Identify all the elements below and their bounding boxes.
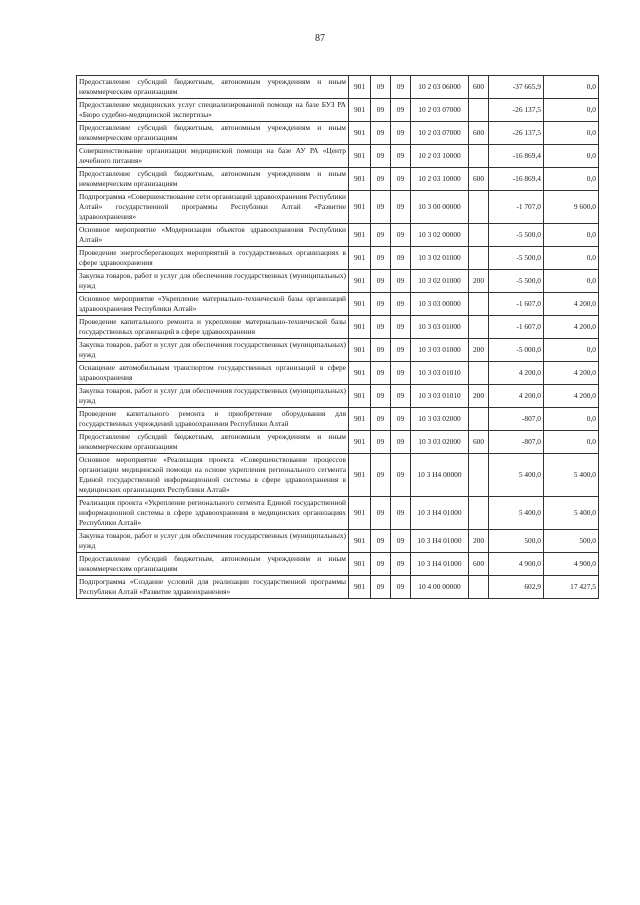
row-ministry-code: 901 xyxy=(349,454,371,497)
row-section-code: 09 xyxy=(371,191,391,224)
table-row xyxy=(77,339,599,362)
row-subsection-code: 09 xyxy=(391,553,411,576)
row-expense-type-code: 200 xyxy=(469,270,489,293)
row-description: Основное мероприятие «Модернизация объектов здравоохранения Республики Алтай» xyxy=(77,224,349,247)
table-row xyxy=(77,454,599,497)
page-number: 87 xyxy=(315,33,325,44)
row-subsection-code: 09 xyxy=(391,122,411,145)
row-ministry-code: 901 xyxy=(349,99,371,122)
row-amount-change: -5 500,0 xyxy=(489,247,544,270)
row-target-article-code: 10 3 03 02000 xyxy=(411,431,469,454)
row-ministry-code: 901 xyxy=(349,497,371,530)
row-amount-total: 0,0 xyxy=(544,224,599,247)
row-amount-total: 4 200,0 xyxy=(544,293,599,316)
row-expense-type-code xyxy=(469,497,489,530)
row-amount-change: 602,9 xyxy=(489,576,544,599)
table-row xyxy=(77,76,599,99)
row-expense-type-code xyxy=(469,576,489,599)
row-expense-type-code: 600 xyxy=(469,122,489,145)
table-body xyxy=(77,76,599,599)
row-expense-type-code xyxy=(469,145,489,168)
row-description: Оснащение автомобильным транспортом государственных организаций в сфере здравоохранения xyxy=(77,362,349,385)
row-amount-change: -807,0 xyxy=(489,408,544,431)
row-ministry-code: 901 xyxy=(349,145,371,168)
row-amount-change: -1 607,0 xyxy=(489,316,544,339)
row-amount-total: 500,0 xyxy=(544,530,599,553)
row-expense-type-code xyxy=(469,224,489,247)
row-target-article-code: 10 3 03 02000 xyxy=(411,408,469,431)
row-subsection-code: 09 xyxy=(391,497,411,530)
row-subsection-code: 09 xyxy=(391,270,411,293)
row-amount-change: -807,0 xyxy=(489,431,544,454)
budget-table xyxy=(76,75,599,599)
row-expense-type-code xyxy=(469,99,489,122)
row-target-article-code: 10 3 02 01000 xyxy=(411,270,469,293)
row-subsection-code: 09 xyxy=(391,454,411,497)
row-ministry-code: 901 xyxy=(349,224,371,247)
row-expense-type-code xyxy=(469,191,489,224)
row-ministry-code: 901 xyxy=(349,530,371,553)
row-description: Основное мероприятие «Укрепление материально-технической базы организаций здравоохранения Республики Алтай» xyxy=(77,293,349,316)
row-amount-change: -1 607,0 xyxy=(489,293,544,316)
row-amount-total: 0,0 xyxy=(544,145,599,168)
row-subsection-code: 09 xyxy=(391,530,411,553)
row-description: Закупка товаров, работ и услуг для обеспечения государственных (муниципальных) нужд xyxy=(77,530,349,553)
row-subsection-code: 09 xyxy=(391,99,411,122)
row-target-article-code: 10 2 03 07000 xyxy=(411,99,469,122)
row-subsection-code: 09 xyxy=(391,145,411,168)
row-description: Подпрограмма «Создание условий для реализации государственной программы Республики Алтай «Развитие здравоохранения» xyxy=(77,576,349,599)
row-subsection-code: 09 xyxy=(391,224,411,247)
table-row xyxy=(77,191,599,224)
table-row xyxy=(77,224,599,247)
row-target-article-code: 10 2 03 06000 xyxy=(411,76,469,99)
row-ministry-code: 901 xyxy=(349,553,371,576)
row-amount-total: 4 200,0 xyxy=(544,316,599,339)
row-section-code: 09 xyxy=(371,385,391,408)
row-subsection-code: 09 xyxy=(391,408,411,431)
row-section-code: 09 xyxy=(371,454,391,497)
row-subsection-code: 09 xyxy=(391,191,411,224)
row-subsection-code: 09 xyxy=(391,362,411,385)
row-expense-type-code xyxy=(469,316,489,339)
row-section-code: 09 xyxy=(371,316,391,339)
row-target-article-code: 10 3 03 01010 xyxy=(411,385,469,408)
row-description: Проведение энергосберегающих мероприятий в государственных организациях в сфере здравоохранения xyxy=(77,247,349,270)
row-description: Предоставление медицинских услуг специализированной помощи на базе БУЗ РА «Бюро судебно-медицинской экспертизы» xyxy=(77,99,349,122)
row-description: Подпрограмма «Совершенствование сети организаций здравоохранения Республики Алтай» государственной программы Республики Алтай «Развитие здравоохранения» xyxy=(77,191,349,224)
row-section-code: 09 xyxy=(371,553,391,576)
row-amount-total: 0,0 xyxy=(544,431,599,454)
row-target-article-code: 10 3 Н4 00000 xyxy=(411,454,469,497)
row-target-article-code: 10 3 03 01000 xyxy=(411,339,469,362)
table-row xyxy=(77,247,599,270)
table-row xyxy=(77,530,599,553)
row-subsection-code: 09 xyxy=(391,576,411,599)
row-ministry-code: 901 xyxy=(349,191,371,224)
row-section-code: 09 xyxy=(371,270,391,293)
row-target-article-code: 10 3 Н4 01000 xyxy=(411,497,469,530)
row-ministry-code: 901 xyxy=(349,385,371,408)
row-section-code: 09 xyxy=(371,339,391,362)
table-row xyxy=(77,362,599,385)
row-subsection-code: 09 xyxy=(391,431,411,454)
row-ministry-code: 901 xyxy=(349,431,371,454)
row-target-article-code: 10 3 03 01010 xyxy=(411,362,469,385)
table-row xyxy=(77,408,599,431)
row-amount-total: 0,0 xyxy=(544,76,599,99)
row-amount-total: 9 600,0 xyxy=(544,191,599,224)
row-subsection-code: 09 xyxy=(391,339,411,362)
row-amount-change: 4 200,0 xyxy=(489,362,544,385)
row-section-code: 09 xyxy=(371,408,391,431)
table-row xyxy=(77,270,599,293)
row-subsection-code: 09 xyxy=(391,76,411,99)
row-expense-type-code: 600 xyxy=(469,553,489,576)
row-target-article-code: 10 2 03 07000 xyxy=(411,122,469,145)
table-row xyxy=(77,99,599,122)
table-row xyxy=(77,576,599,599)
row-description: Предоставление субсидий бюджетным, автономным учреждениям и иным некоммерческим организациям xyxy=(77,431,349,454)
row-target-article-code: 10 3 00 00000 xyxy=(411,191,469,224)
row-amount-change: -5 000,0 xyxy=(489,339,544,362)
table-row xyxy=(77,385,599,408)
row-description: Проведение капитального ремонта и приобретение оборудования для государственных учреждений здравоохранения Республики Алтай xyxy=(77,408,349,431)
row-section-code: 09 xyxy=(371,145,391,168)
table-row xyxy=(77,316,599,339)
table-row xyxy=(77,431,599,454)
row-amount-change: -26 137,5 xyxy=(489,122,544,145)
row-subsection-code: 09 xyxy=(391,385,411,408)
row-ministry-code: 901 xyxy=(349,293,371,316)
row-description: Реализация проекта «Укрепление регионального сегмента Единой государственной информационной системы в сфере здравоохранения в медицинских организациях Республики Алтай» xyxy=(77,497,349,530)
row-section-code: 09 xyxy=(371,530,391,553)
row-section-code: 09 xyxy=(371,99,391,122)
row-expense-type-code: 600 xyxy=(469,431,489,454)
row-amount-total: 17 427,5 xyxy=(544,576,599,599)
row-section-code: 09 xyxy=(371,76,391,99)
row-expense-type-code xyxy=(469,408,489,431)
row-description: Предоставление субсидий бюджетным, автономным учреждениям и иным некоммерческим организациям xyxy=(77,168,349,191)
row-section-code: 09 xyxy=(371,293,391,316)
row-section-code: 09 xyxy=(371,168,391,191)
row-amount-total: 5 400,0 xyxy=(544,497,599,530)
row-amount-change: -5 500,0 xyxy=(489,224,544,247)
row-section-code: 09 xyxy=(371,497,391,530)
row-target-article-code: 10 3 02 00000 xyxy=(411,224,469,247)
row-target-article-code: 10 3 02 01000 xyxy=(411,247,469,270)
row-ministry-code: 901 xyxy=(349,247,371,270)
row-description: Совершенствование организации медицинской помощи на базе АУ РА «Центр лечебного питания» xyxy=(77,145,349,168)
row-amount-change: -26 137,5 xyxy=(489,99,544,122)
row-amount-change: -16 869,4 xyxy=(489,145,544,168)
row-target-article-code: 10 2 03 10000 xyxy=(411,145,469,168)
row-description: Основное мероприятие «Реализация проекта «Совершенствование процессов организации медицинской помощи на основе укрепления регионального сегмента Единой государственной информационной системы в сфере здравоохранения в медицинских организациях Республики Алтай» xyxy=(77,454,349,497)
table-row xyxy=(77,497,599,530)
row-amount-change: 5 400,0 xyxy=(489,497,544,530)
row-target-article-code: 10 2 03 10000 xyxy=(411,168,469,191)
row-ministry-code: 901 xyxy=(349,76,371,99)
row-expense-type-code: 200 xyxy=(469,385,489,408)
table-row xyxy=(77,553,599,576)
row-amount-change: -5 500,0 xyxy=(489,270,544,293)
table-row xyxy=(77,168,599,191)
row-description: Закупка товаров, работ и услуг для обеспечения государственных (муниципальных) нужд xyxy=(77,270,349,293)
row-expense-type-code xyxy=(469,293,489,316)
row-ministry-code: 901 xyxy=(349,316,371,339)
row-amount-total: 0,0 xyxy=(544,339,599,362)
row-amount-total: 5 400,0 xyxy=(544,454,599,497)
row-amount-change: -37 665,9 xyxy=(489,76,544,99)
row-amount-total: 0,0 xyxy=(544,122,599,145)
row-amount-total: 4 200,0 xyxy=(544,362,599,385)
row-subsection-code: 09 xyxy=(391,168,411,191)
row-target-article-code: 10 3 Н4 01000 xyxy=(411,553,469,576)
row-amount-total: 0,0 xyxy=(544,408,599,431)
row-section-code: 09 xyxy=(371,224,391,247)
row-expense-type-code xyxy=(469,454,489,497)
row-subsection-code: 09 xyxy=(391,293,411,316)
row-expense-type-code: 200 xyxy=(469,339,489,362)
row-target-article-code: 10 3 Н4 01000 xyxy=(411,530,469,553)
row-expense-type-code: 600 xyxy=(469,168,489,191)
table-row xyxy=(77,293,599,316)
row-amount-total: 4 200,0 xyxy=(544,385,599,408)
row-expense-type-code: 600 xyxy=(469,76,489,99)
row-amount-change: 4 900,0 xyxy=(489,553,544,576)
row-ministry-code: 901 xyxy=(349,408,371,431)
row-subsection-code: 09 xyxy=(391,316,411,339)
row-section-code: 09 xyxy=(371,576,391,599)
row-amount-total: 0,0 xyxy=(544,168,599,191)
row-ministry-code: 901 xyxy=(349,576,371,599)
row-ministry-code: 901 xyxy=(349,122,371,145)
row-amount-change: -16 869,4 xyxy=(489,168,544,191)
row-amount-change: 4 200,0 xyxy=(489,385,544,408)
row-ministry-code: 901 xyxy=(349,168,371,191)
row-target-article-code: 10 3 03 00000 xyxy=(411,293,469,316)
row-amount-change: -1 707,0 xyxy=(489,191,544,224)
row-amount-change: 5 400,0 xyxy=(489,454,544,497)
table-row xyxy=(77,122,599,145)
row-ministry-code: 901 xyxy=(349,270,371,293)
row-description: Предоставление субсидий бюджетным, автономным учреждениям и иным некоммерческим организациям xyxy=(77,553,349,576)
row-target-article-code: 10 3 03 01000 xyxy=(411,316,469,339)
row-subsection-code: 09 xyxy=(391,247,411,270)
row-description: Закупка товаров, работ и услуг для обеспечения государственных (муниципальных) нужд xyxy=(77,385,349,408)
row-section-code: 09 xyxy=(371,122,391,145)
row-description: Закупка товаров, работ и услуг для обеспечения государственных (муниципальных) нужд xyxy=(77,339,349,362)
row-amount-change: 500,0 xyxy=(489,530,544,553)
row-section-code: 09 xyxy=(371,247,391,270)
row-ministry-code: 901 xyxy=(349,362,371,385)
row-amount-total: 0,0 xyxy=(544,247,599,270)
row-section-code: 09 xyxy=(371,362,391,385)
row-target-article-code: 10 4 00 00000 xyxy=(411,576,469,599)
row-expense-type-code xyxy=(469,247,489,270)
row-amount-total: 4 900,0 xyxy=(544,553,599,576)
row-description: Предоставление субсидий бюджетным, автономным учреждениям и иным некоммерческим организациям xyxy=(77,122,349,145)
row-amount-total: 0,0 xyxy=(544,99,599,122)
row-expense-type-code: 200 xyxy=(469,530,489,553)
row-ministry-code: 901 xyxy=(349,339,371,362)
row-description: Предоставление субсидий бюджетным, автономным учреждениям и иным некоммерческим организациям xyxy=(77,76,349,99)
table-row xyxy=(77,145,599,168)
row-section-code: 09 xyxy=(371,431,391,454)
row-description: Проведение капитального ремонта и укрепление материально-технической базы государственных организаций в сфере здравоохранения xyxy=(77,316,349,339)
row-amount-total: 0,0 xyxy=(544,270,599,293)
row-expense-type-code xyxy=(469,362,489,385)
